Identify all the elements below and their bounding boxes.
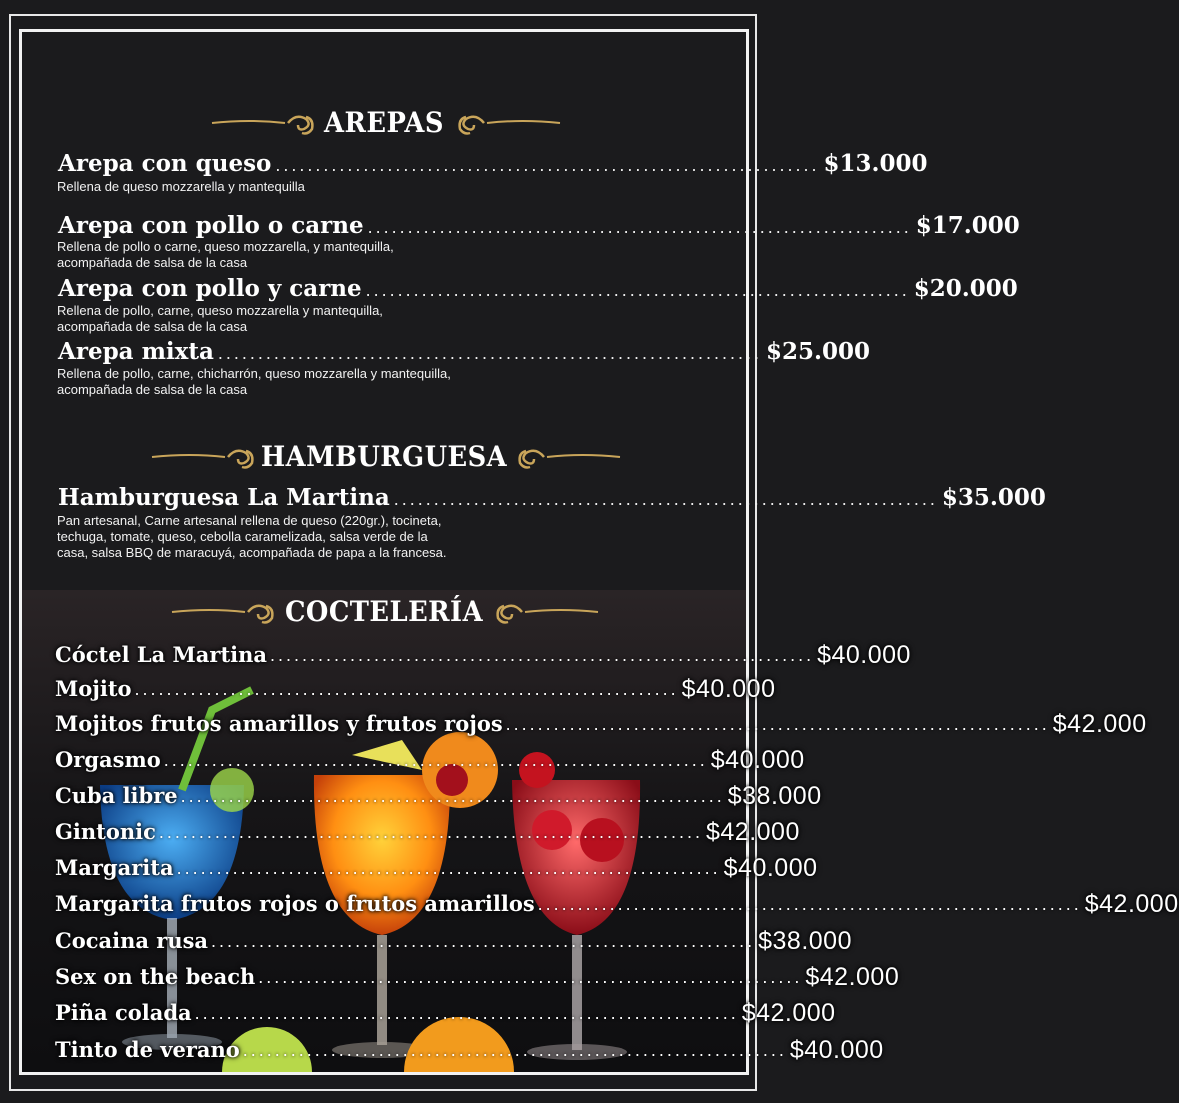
item-name: Piña colada [55, 1000, 192, 1025]
item-price: $42.000 [1084, 890, 1179, 918]
cocktail-item [55, 777, 822, 811]
dot-leader: .................................................................... [211, 931, 756, 951]
cocktail-item [55, 741, 805, 775]
menu-item [58, 273, 1018, 303]
item-description: Rellena de pollo, carne, chicharrón, queso mozzarella y mantequilla, acompañada de salsa de la casa [57, 366, 451, 397]
menu-item [58, 482, 1046, 512]
item-description: Rellena de pollo, carne, queso mozzarella y mantequilla, acompañada de salsa de la casa [57, 303, 383, 334]
dot-leader: .................................................................... [194, 1003, 739, 1023]
cocktail-item [55, 994, 836, 1028]
item-price: $40.000 [710, 746, 805, 774]
dot-leader: .................................................................... [242, 1040, 787, 1060]
dot-leader: .................................................................... [258, 967, 803, 987]
arepas-header [0, 103, 768, 143]
cocktail-item [55, 636, 911, 670]
menu-item [58, 148, 928, 178]
item-price: $25.000 [765, 338, 871, 365]
item-name: Cuba libre [55, 783, 178, 808]
item-name: Arepa con pollo o carne [58, 212, 364, 239]
item-name: Mojitos frutos amarillos y frutos rojos [55, 711, 503, 736]
item-price: $38.000 [758, 927, 852, 955]
item-price: $35.000 [941, 484, 1046, 511]
ornament-right-icon [512, 437, 622, 477]
cocktail-item [55, 958, 900, 992]
item-name: Arepa con pollo y carne [58, 275, 362, 302]
dot-leader: .................................................................... [176, 858, 721, 878]
dot-leader: .................................................................... [270, 645, 815, 665]
item-name: Margarita frutos rojos o frutos amarillos [55, 891, 535, 916]
cocteleria-header [0, 592, 768, 632]
item-price: $38.000 [727, 782, 822, 810]
item-name: Mojito [55, 676, 132, 701]
dot-leader: .................................................................... [505, 714, 1050, 734]
menu-item [58, 336, 871, 366]
dot-leader: .................................................................... [163, 750, 708, 770]
item-name: Arepa con queso [58, 150, 272, 177]
item-price: $40.000 [789, 1036, 884, 1064]
item-name: Margarita [55, 855, 174, 880]
item-name: Sex on the beach [55, 964, 256, 989]
hamburguesa-title: HAMBURGUESA [260, 440, 508, 473]
ornament-right-icon [490, 592, 600, 632]
item-description: Rellena de pollo o carne, queso mozzarella, y mantequilla, acompañada de salsa de la casa [57, 239, 394, 270]
dot-leader: .................................................................... [134, 679, 679, 699]
dot-leader: .................................................................... [537, 894, 1082, 914]
dot-leader: .................................................................... [275, 155, 820, 175]
dot-leader: .................................................................... [217, 343, 762, 363]
item-price: $40.000 [817, 641, 911, 669]
item-name: Orgasmo [55, 747, 161, 772]
item-price: $42.000 [741, 999, 836, 1027]
hamburguesa-header [0, 437, 768, 477]
item-name: Tinto de verano [55, 1037, 240, 1062]
item-price: $42.000 [805, 963, 900, 991]
dot-leader: .................................................................... [393, 489, 938, 509]
cocteleria-title: COCTELERÍA [284, 595, 484, 628]
item-description: Pan artesanal, Carne artesanal rellena de queso (220gr.), tocineta, techuga, tomate, queso, cebolla caramelizada, salsa verde de la casa, salsa BBQ de maracuyá, acompañada de papa a la francesa. [57, 513, 447, 560]
item-name: Cóctel La Martina [55, 642, 268, 667]
item-name: Gintonic [55, 819, 156, 844]
item-description: Rellena de queso mozzarella y mantequilla [57, 179, 305, 194]
cocktail-item [55, 885, 1179, 919]
item-price: $40.000 [681, 675, 776, 703]
arepas-title: AREPAS [324, 106, 444, 139]
cocktail-item [55, 922, 852, 956]
item-price: $13.000 [823, 150, 928, 177]
dot-leader: .................................................................... [180, 786, 725, 806]
item-price: $20.000 [913, 275, 1018, 302]
cocktail-item [55, 1031, 884, 1065]
cocktail-item [55, 670, 776, 704]
item-price: $42.000 [1052, 710, 1147, 738]
cocktail-item [55, 813, 800, 847]
dot-leader: .................................................................... [365, 280, 910, 300]
cocktail-item [55, 849, 818, 883]
cocktail-item [55, 705, 1147, 739]
menu-item [58, 210, 1020, 240]
item-price: $40.000 [723, 854, 818, 882]
item-name: Cocaina rusa [55, 928, 209, 953]
item-name: Arepa mixta [58, 338, 214, 365]
dot-leader: .................................................................... [158, 822, 703, 842]
dot-leader: .................................................................... [367, 217, 912, 237]
ornament-right-icon [452, 103, 562, 143]
item-name: Hamburguesa La Martina [58, 484, 390, 511]
item-price: $42.000 [706, 818, 800, 846]
item-price: $17.000 [915, 212, 1020, 239]
